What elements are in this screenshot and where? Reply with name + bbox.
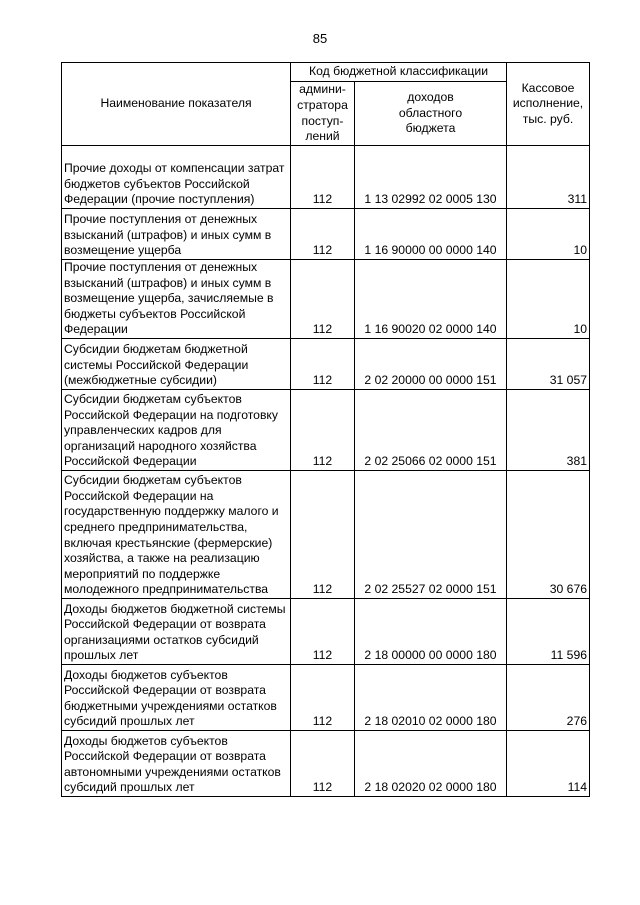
row-name: Доходы бюджетов бюджетной системы Российской Федерации от возврата организациями остатков субсидий прошлых лет [62, 599, 291, 665]
row-amount: 381 [507, 390, 590, 471]
budget-table [61, 62, 590, 797]
row-income-code: 2 18 02010 02 0000 180 [355, 665, 507, 731]
row-amount: 311 [507, 146, 590, 209]
row-amount: 10 [507, 260, 590, 339]
row-income-code: 2 02 25527 02 0000 151 [355, 471, 507, 599]
table-row [62, 731, 590, 797]
row-income-code: 2 18 02020 02 0000 180 [355, 731, 507, 797]
header-name-column: Наименование показателя [62, 63, 291, 146]
row-amount: 11 596 [507, 599, 590, 665]
row-name: Субсидии бюджетам субъектов Российской Федерации на государственную поддержку малого и среднего предпринимательства, включая крестьянские (фермерские) хозяйства, а также на реализацию мероприятий по поддержке молодежного предпринимательства [62, 471, 291, 599]
row-amount: 31 057 [507, 339, 590, 390]
header-income-column: доходов областного бюджета [355, 82, 507, 146]
header-amount-column: Кассовое исполнение, тыс. руб. [507, 63, 590, 146]
row-admin-code: 112 [291, 599, 355, 665]
row-income-code: 2 18 00000 00 0000 180 [355, 599, 507, 665]
table-row [62, 390, 590, 471]
table-row [62, 599, 590, 665]
row-admin-code: 112 [291, 471, 355, 599]
table-row [62, 665, 590, 731]
table-row [62, 146, 590, 209]
row-amount: 10 [507, 209, 590, 260]
table-row [62, 260, 590, 339]
row-admin-code: 112 [291, 209, 355, 260]
table-row [62, 339, 590, 390]
row-name: Доходы бюджетов субъектов Российской Федерации от возврата автономными учреждениями остатков субсидий прошлых лет [62, 731, 291, 797]
row-name: Прочие доходы от компенсации затрат бюджетов субъектов Российской Федерации (прочие поступления) [62, 146, 291, 209]
row-name: Доходы бюджетов субъектов Российской Федерации от возврата бюджетными учреждениями остатков субсидий прошлых лет [62, 665, 291, 731]
row-name: Субсидии бюджетам бюджетной системы Российской Федерации (межбюджетные субсидии) [62, 339, 291, 390]
row-amount: 276 [507, 665, 590, 731]
table-row [62, 471, 590, 599]
row-admin-code: 112 [291, 665, 355, 731]
row-name: Прочие поступления от денежных взысканий (штрафов) и иных сумм в возмещение ущерба [62, 209, 291, 260]
table-row [62, 209, 590, 260]
page-number: 85 [312, 31, 328, 46]
row-admin-code: 112 [291, 731, 355, 797]
row-amount: 114 [507, 731, 590, 797]
row-admin-code: 112 [291, 339, 355, 390]
row-name: Субсидии бюджетам субъектов Российской Федерации на подготовку управленческих кадров для организаций народного хозяйства Российской Федерации [62, 390, 291, 471]
header-classification-group: Код бюджетной классификации [291, 63, 507, 82]
row-admin-code: 112 [291, 390, 355, 471]
row-income-code: 1 16 90000 00 0000 140 [355, 209, 507, 260]
row-income-code: 1 16 90020 02 0000 140 [355, 260, 507, 339]
row-amount: 30 676 [507, 471, 590, 599]
header-admin-column: админи- стратора поступ- лений [291, 82, 355, 146]
row-name: Прочие поступления от денежных взысканий (штрафов) и иных сумм в возмещение ущерба, зачисляемые в бюджеты субъектов Российской Федерации [62, 260, 291, 339]
row-income-code: 1 13 02992 02 0005 130 [355, 146, 507, 209]
row-income-code: 2 02 25066 02 0000 151 [355, 390, 507, 471]
row-admin-code: 112 [291, 260, 355, 339]
row-admin-code: 112 [291, 146, 355, 209]
row-income-code: 2 02 20000 00 0000 151 [355, 339, 507, 390]
